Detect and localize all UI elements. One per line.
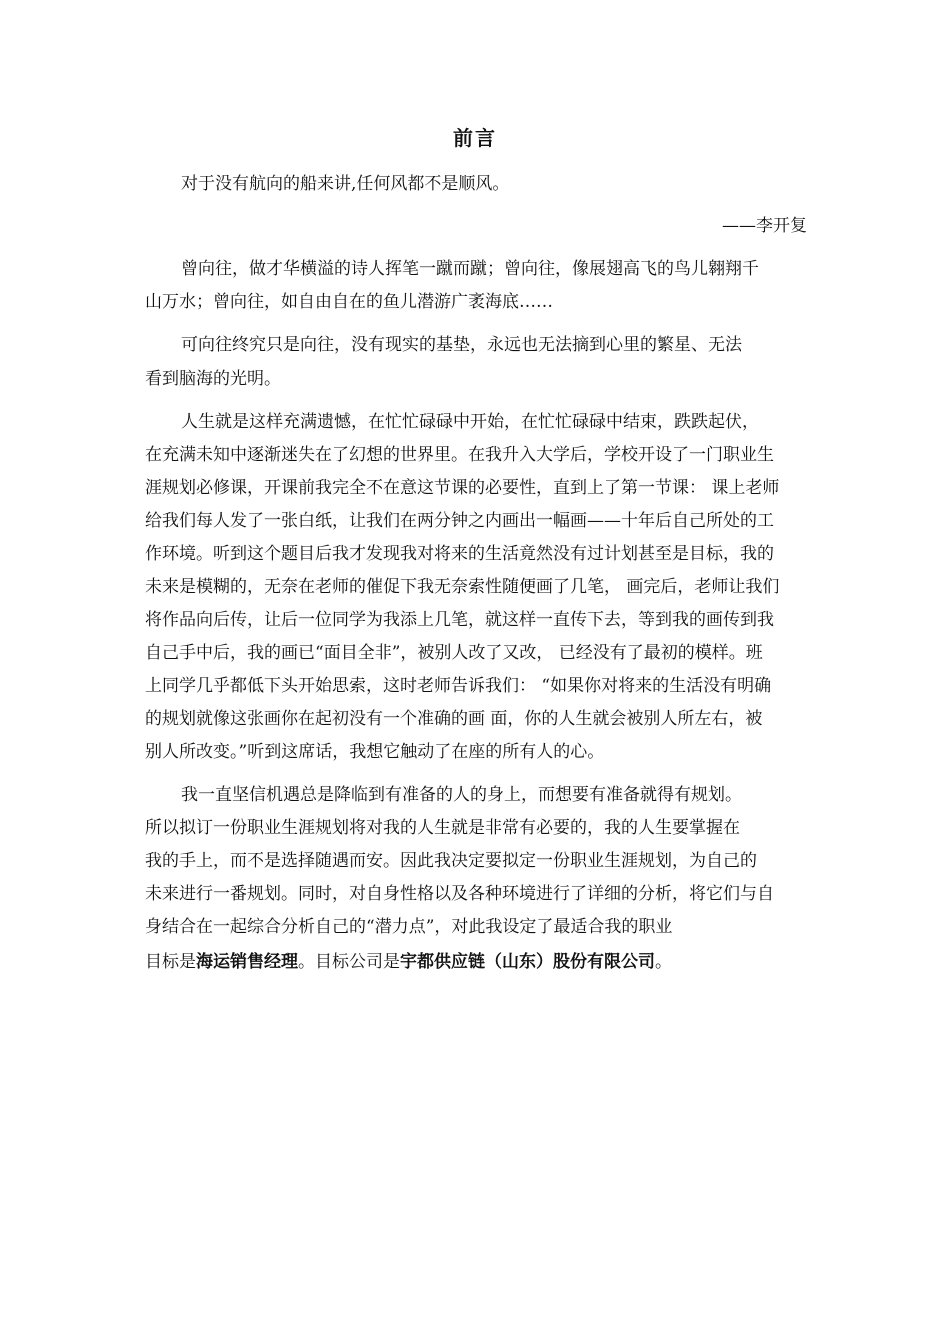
paragraph-line: 身结合在一起综合分析自己的“潜力点”，对此我设定了最适合我的职业 bbox=[145, 917, 673, 937]
paragraph-line: 作环境。听到这个题目后我才发现我对将来的生活竟然没有过计划甚至是目标，我的 bbox=[145, 544, 774, 564]
page-title: 前言 bbox=[453, 126, 497, 150]
goal-suffix: 。 bbox=[655, 952, 672, 972]
epigraph-attribution: ——李开复 bbox=[722, 216, 807, 236]
paragraph-line: 可向往终究只是向往，没有现实的基垫，永远也无法摘到心里的繁星、无法 bbox=[181, 335, 742, 355]
paragraph-line: 山万水；曾向往，如自由自在的鱼儿潜游广袤海底…… bbox=[145, 292, 553, 312]
paragraph-line: 我的手上，而不是选择随遇而安。因此我决定要拟定一份职业生涯规划，为自己的 bbox=[145, 851, 757, 871]
paragraph-line: 未来进行一番规划。同时，对自身性格以及各种环境进行了详细的分析，将它们与自 bbox=[145, 884, 774, 904]
paragraph-line: 未来是模糊的，无奈在老师的催促下我无奈索性随便画了几笔， 画完后，老师让我们 bbox=[145, 577, 780, 597]
goal-line bbox=[145, 950, 810, 974]
paragraph-line: 自己手中后，我的画已“面目全非”，被别人改了又改， 已经没有了最初的模样。班 bbox=[145, 643, 763, 663]
paragraph-line: 看到脑海的光明。 bbox=[145, 369, 281, 389]
goal-middle: 。目标公司是 bbox=[298, 952, 400, 972]
paragraph-line: 将作品向后传，让后一位同学为我添上几笔，就这样一直传下去，等到我的画传到我 bbox=[145, 610, 774, 630]
paragraph-line: 人生就是这样充满遗憾，在忙忙碌碌中开始，在忙忙碌碌中结束，跌跌起伏， bbox=[181, 412, 759, 432]
paragraph-line: 别人所改变。”听到这席话，我想它触动了在座的所有人的心。 bbox=[145, 742, 605, 762]
paragraph-line: 上同学几乎都低下头开始思索，这时老师告诉我们： “如果你对将来的生活没有明确 bbox=[145, 676, 772, 696]
goal-prefix: 目标是 bbox=[145, 952, 196, 972]
paragraph-line: 我一直坚信机遇总是降临到有准备的人的身上，而想要有准备就得有规划。 bbox=[181, 785, 742, 805]
target-job: 海运销售经理 bbox=[196, 952, 298, 972]
paragraph-line: 曾向往，做才华横溢的诗人挥笔一蹴而蹴；曾向往，像展翅高飞的鸟儿翱翔千 bbox=[181, 259, 759, 279]
paragraph-line: 的规划就像这张画你在起初没有一个准确的画 面，你的人生就会被别人所左右，被 bbox=[145, 709, 763, 729]
paragraph-line: 涯规划必修课，开课前我完全不在意这节课的必要性，直到上了第一节课： 课上老师 bbox=[145, 478, 780, 498]
paragraph-line: 所以拟订一份职业生涯规划将对我的人生就是非常有必要的，我的人生要掌握在 bbox=[145, 818, 740, 838]
paragraph-line: 在充满未知中逐渐迷失在了幻想的世界里。在我升入大学后，学校开设了一门职业生 bbox=[145, 445, 774, 465]
target-company: 宇都供应链（山东）股份有限公司 bbox=[400, 952, 655, 972]
epigraph-quote: 对于没有航向的船来讲,任何风都不是顺风。 bbox=[181, 174, 510, 194]
paragraph-line: 给我们每人发了一张白纸，让我们在两分钟之内画出一幅画——十年后自己所处的工 bbox=[145, 511, 774, 531]
